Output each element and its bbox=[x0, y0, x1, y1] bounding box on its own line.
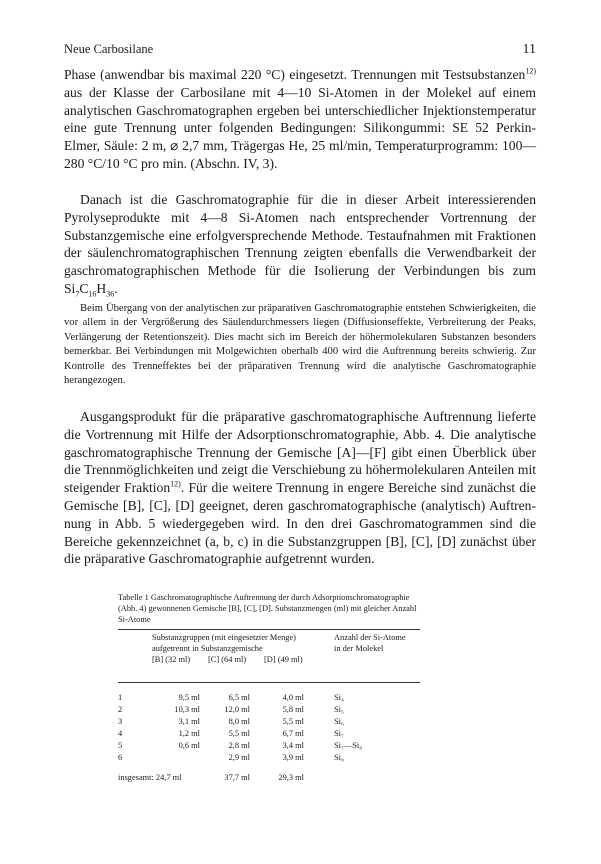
table-body bbox=[118, 687, 420, 791]
paragraph-4-text-b: . Für die weitere Trennung in engere Bereiche sind zunächst die Gemische [B], [C], [D] geeignet, deren gaschromatographische (analytisch) Auftrennung in Abb. 5 wiedergegeben wird. In den drei Gaschromatogrammen sind die Bereiche gekennzeichnet (a, b, c) in die Substanzgruppen [B], [C], [D] zunächst über die präparative Gaschromatographie aufgetrennt wurden. bbox=[64, 480, 537, 567]
table-row bbox=[118, 753, 420, 764]
total-c: 37,7 ml bbox=[224, 773, 250, 783]
table-row bbox=[118, 729, 420, 740]
page-number: 11 bbox=[522, 42, 536, 57]
table-total-row bbox=[118, 773, 420, 785]
row-number: 6 bbox=[118, 753, 123, 763]
paragraph-2 bbox=[64, 191, 536, 298]
table-1 bbox=[118, 593, 420, 791]
row-number: 4 bbox=[118, 729, 123, 739]
table-row bbox=[118, 741, 420, 752]
cell-d: 5,8 ml bbox=[282, 705, 304, 715]
paragraph-4 bbox=[64, 408, 536, 568]
cell-c: 12,0 ml bbox=[224, 705, 250, 715]
cell-c: 2,9 ml bbox=[228, 753, 250, 763]
table-row bbox=[118, 705, 420, 716]
row-number: 5 bbox=[118, 741, 123, 751]
cell-b: 10,3 ml bbox=[174, 705, 200, 715]
reference-12: 12) bbox=[525, 66, 536, 76]
formula-sub-c: 16 bbox=[88, 289, 97, 299]
paragraph-4-text-a: Ausgangsprodukt für die präparative gaschromatographische Auftrennung lieferte die Vortrennung mit Hilfe der Adsorptionschromatographie, Abb. 4. Die analytische gaschromatographische Trennung der Gemische [A]—[F] gibt einen Überblick über die Trennmöglichkeiten und zeigt die Verschiebung zu höhermolekularen Anteilen mit steigender Fraktion bbox=[64, 409, 536, 496]
cell-d: 4,0 ml bbox=[282, 693, 304, 703]
cell-d: 3,9 ml bbox=[282, 753, 304, 763]
cell-b: 1,2 ml bbox=[178, 729, 200, 739]
formula-h: H bbox=[96, 280, 107, 296]
cell-c: 2,8 ml bbox=[228, 741, 250, 751]
cell-si: Si₅ bbox=[334, 705, 344, 715]
cell-si: Si₇ bbox=[334, 729, 344, 739]
table-header-c: [C] (64 ml) bbox=[208, 655, 247, 665]
table-row bbox=[118, 717, 420, 728]
table-row bbox=[118, 693, 420, 704]
table-header bbox=[118, 630, 420, 682]
paragraph-2-text: Danach ist die Gaschromatographie für die in dieser Arbeit interessierenden Pyrolyseprodukte mit 4—8 Si-Atomen nach entsprechender Vortrennung der Substanzgemische eine erfolgversprechende Methode. Testaufnahmen mit Fraktionen der säulenchromatographischen Trennung zeigten ebenfalls die Verwendbarkeit der gaschromatographischen Methode für die Isolierung der Verbindungen bis zum Si bbox=[64, 192, 536, 296]
row-number: 2 bbox=[118, 705, 123, 715]
cell-c: 8,0 ml bbox=[228, 717, 250, 727]
cell-c: 6,5 ml bbox=[228, 693, 250, 703]
cell-c: 5,5 ml bbox=[228, 729, 250, 739]
cell-si: Si₆ bbox=[334, 717, 344, 727]
cell-b: 9,5 ml bbox=[178, 693, 200, 703]
formula-c: C bbox=[79, 280, 89, 296]
paragraph-1-text-a: Phase (anwendbar bis maximal 220 °C) eingesetzt. Trennungen mit Testsubstanzen bbox=[64, 67, 526, 82]
running-header bbox=[64, 42, 536, 58]
cell-si: Si₈ bbox=[334, 753, 344, 763]
formula-sub-h: 36 bbox=[106, 289, 115, 299]
cell-b: 0,6 ml bbox=[178, 741, 200, 751]
formula-sub-si: 7 bbox=[75, 289, 80, 299]
table-header-si-count: Anzahl der Si-Atome in der Molekel bbox=[334, 633, 406, 654]
table-header-groups: Substanzgruppen (mit eingesetzter Menge) aufgetrennt in Substanzgemische bbox=[152, 633, 296, 654]
row-number: 3 bbox=[118, 717, 123, 727]
reference-12-b: 12) bbox=[170, 479, 181, 489]
paragraph-1 bbox=[64, 66, 536, 173]
cell-si: Si₄ bbox=[334, 693, 344, 703]
total-d: 29,3 ml bbox=[278, 773, 304, 783]
running-title: Neue Carbosilane bbox=[64, 42, 154, 56]
table-header-rule bbox=[118, 682, 420, 683]
table-caption: Tabelle 1 Gaschromatographische Auftrennung der durch Adsorptionschromatographie (Abb. 4) gewonnenen Gemische [B], [C], [D]. Substanzmengen (ml) mit gleicher Anzahl Si-Atome bbox=[118, 593, 417, 624]
paragraph-1-text-b: aus der Klasse der Carbosilane mit 4—10 Si-Atomen in der Molekel auf einem analytischen Gaschromatographen ergeben bei unterschiedlicher Injektionstemperatur eine gute Trennung unter folgenden Bedingungen: Silikongummi: SE 52 Perkin-Elmer, Säule: 2 m, ⌀ 2,7 mm, Trägergas He, 25 ml/min, Temperaturprogramm: 100—280 °C/10 °C pro min. (Abschn. IV, 3). bbox=[64, 84, 536, 171]
paragraph-2-end: . bbox=[114, 280, 118, 296]
table-header-d: [D] (49 ml) bbox=[264, 655, 303, 665]
total-label: insgesamt: 24,7 ml bbox=[118, 773, 182, 783]
row-number: 1 bbox=[118, 693, 123, 703]
cell-d: 3,4 ml bbox=[282, 741, 304, 751]
table-header-b: [B] (32 ml) bbox=[152, 655, 191, 665]
cell-si: Si₇—Si₈ bbox=[334, 741, 363, 751]
small-print-paragraph: Beim Übergang von der analytischen zur präparativen Gaschromatographie entstehen Schwierigkeiten, die vor allem in der Vergrößerung des Säulendurchmessers liegen (Diffusionseffekte, Verbreiterung der Peaks, Verlängerung der Retentionszeit). Dies macht sich im Bereich der höhermolekularen Substanzen besonders bemerkbar. Bei Verbindungen mit Molgewichten oberhalb 400 wird die Auftrennung bereits schwierig. Zur Kontrolle des Trenneffektes bei der präparativen Trennung wird die analytische Gaschromatographie herangezogen. bbox=[64, 303, 536, 387]
cell-d: 5,5 ml bbox=[282, 717, 304, 727]
cell-b: 3,1 ml bbox=[178, 717, 200, 727]
cell-d: 6,7 ml bbox=[282, 729, 304, 739]
